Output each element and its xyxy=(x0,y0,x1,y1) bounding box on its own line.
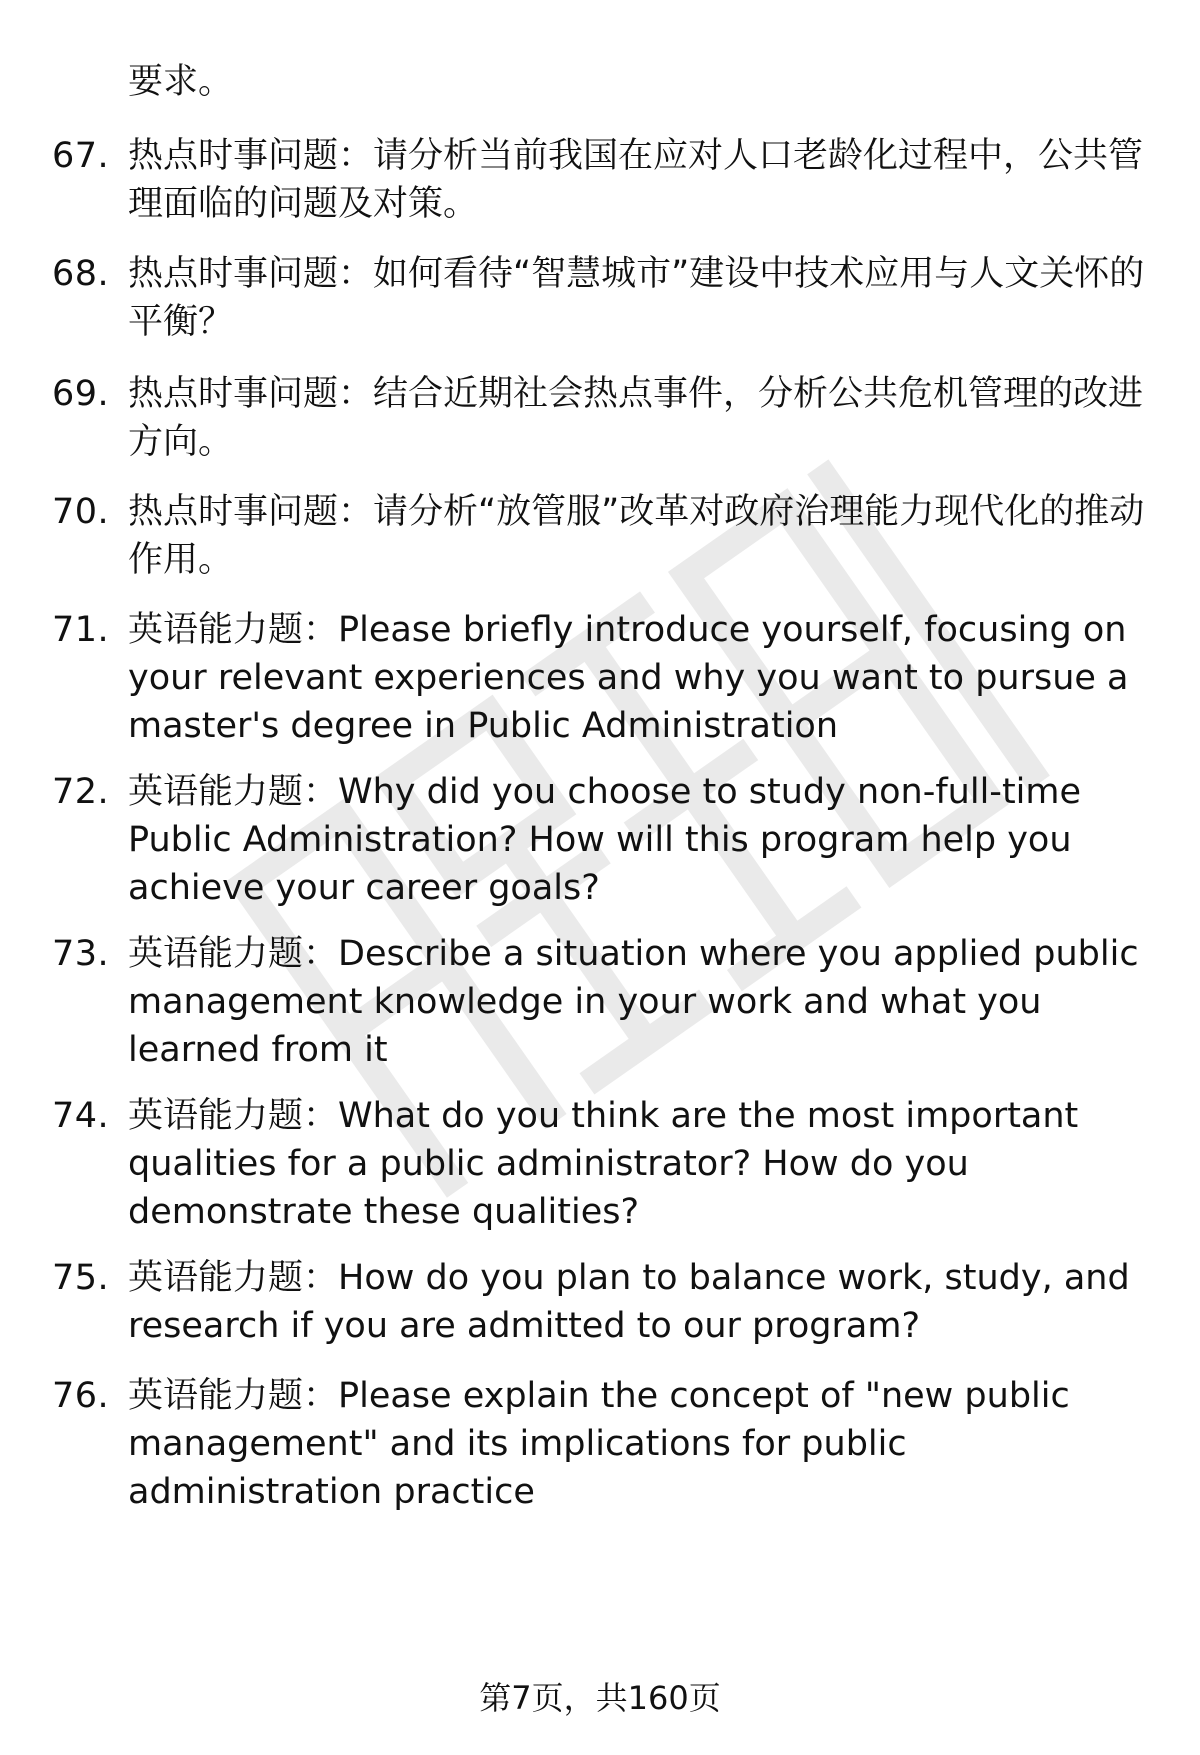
question-item xyxy=(52,606,1162,750)
question-number: 72. xyxy=(52,772,110,812)
question-number: 73. xyxy=(52,934,110,974)
question-text: 英语能力题：How do you plan to balance work, study, and research if you are admitted to our program? xyxy=(128,1258,1130,1346)
question-number: 68. xyxy=(52,254,110,294)
question-item xyxy=(52,370,1162,466)
question-text: 英语能力题：Describe a situation where you applied public management knowledge in your work and what you learned from it xyxy=(128,934,1139,1070)
question-number: 67. xyxy=(52,136,110,176)
question-text: 英语能力题：Why did you choose to study non-full-time Public Administration? How will this program help you achieve your career goals? xyxy=(128,772,1082,908)
question-text: 英语能力题：Please briefly introduce yourself, focusing on your relevant experiences and why you want to pursue a master's degree in Public Administration xyxy=(128,610,1129,746)
question-item xyxy=(52,132,1162,228)
question-item xyxy=(52,930,1162,1074)
question-number: 71. xyxy=(52,610,110,650)
question-number: 76. xyxy=(52,1376,110,1416)
question-text: 热点时事问题：如何看待“智慧城市”建设中技术应用与人文关怀的平衡？ xyxy=(128,254,1145,342)
question-number: 74. xyxy=(52,1096,110,1136)
question-number: 70. xyxy=(52,492,110,532)
question-item xyxy=(52,250,1162,346)
question-item xyxy=(52,1254,1162,1350)
question-number: 75. xyxy=(52,1258,110,1298)
page-footer: 第7页，共160页 xyxy=(479,1679,721,1717)
question-text: 英语能力题：Please explain the concept of "new public management" and its implications for public administration practice xyxy=(128,1376,1070,1512)
question-text: 热点时事问题：请分析“放管服”改革对政府治理能力现代化的推动作用。 xyxy=(128,492,1145,580)
continuation-text: 要求。 xyxy=(128,62,234,102)
question-text: 英语能力题：What do you think are the most important qualities for a public administrator? How do you demonstrate these qualities? xyxy=(128,1096,1079,1232)
question-item xyxy=(52,488,1162,584)
question-text: 热点时事问题：结合近期社会热点事件，分析公共危机管理的改进方向。 xyxy=(128,374,1144,462)
question-text: 热点时事问题：请分析当前我国在应对人口老龄化过程中，公共管理面临的问题及对策。 xyxy=(128,136,1144,224)
question-item xyxy=(52,1092,1162,1236)
question-item xyxy=(52,768,1162,912)
question-number: 69. xyxy=(52,374,110,414)
question-item xyxy=(52,1372,1162,1516)
